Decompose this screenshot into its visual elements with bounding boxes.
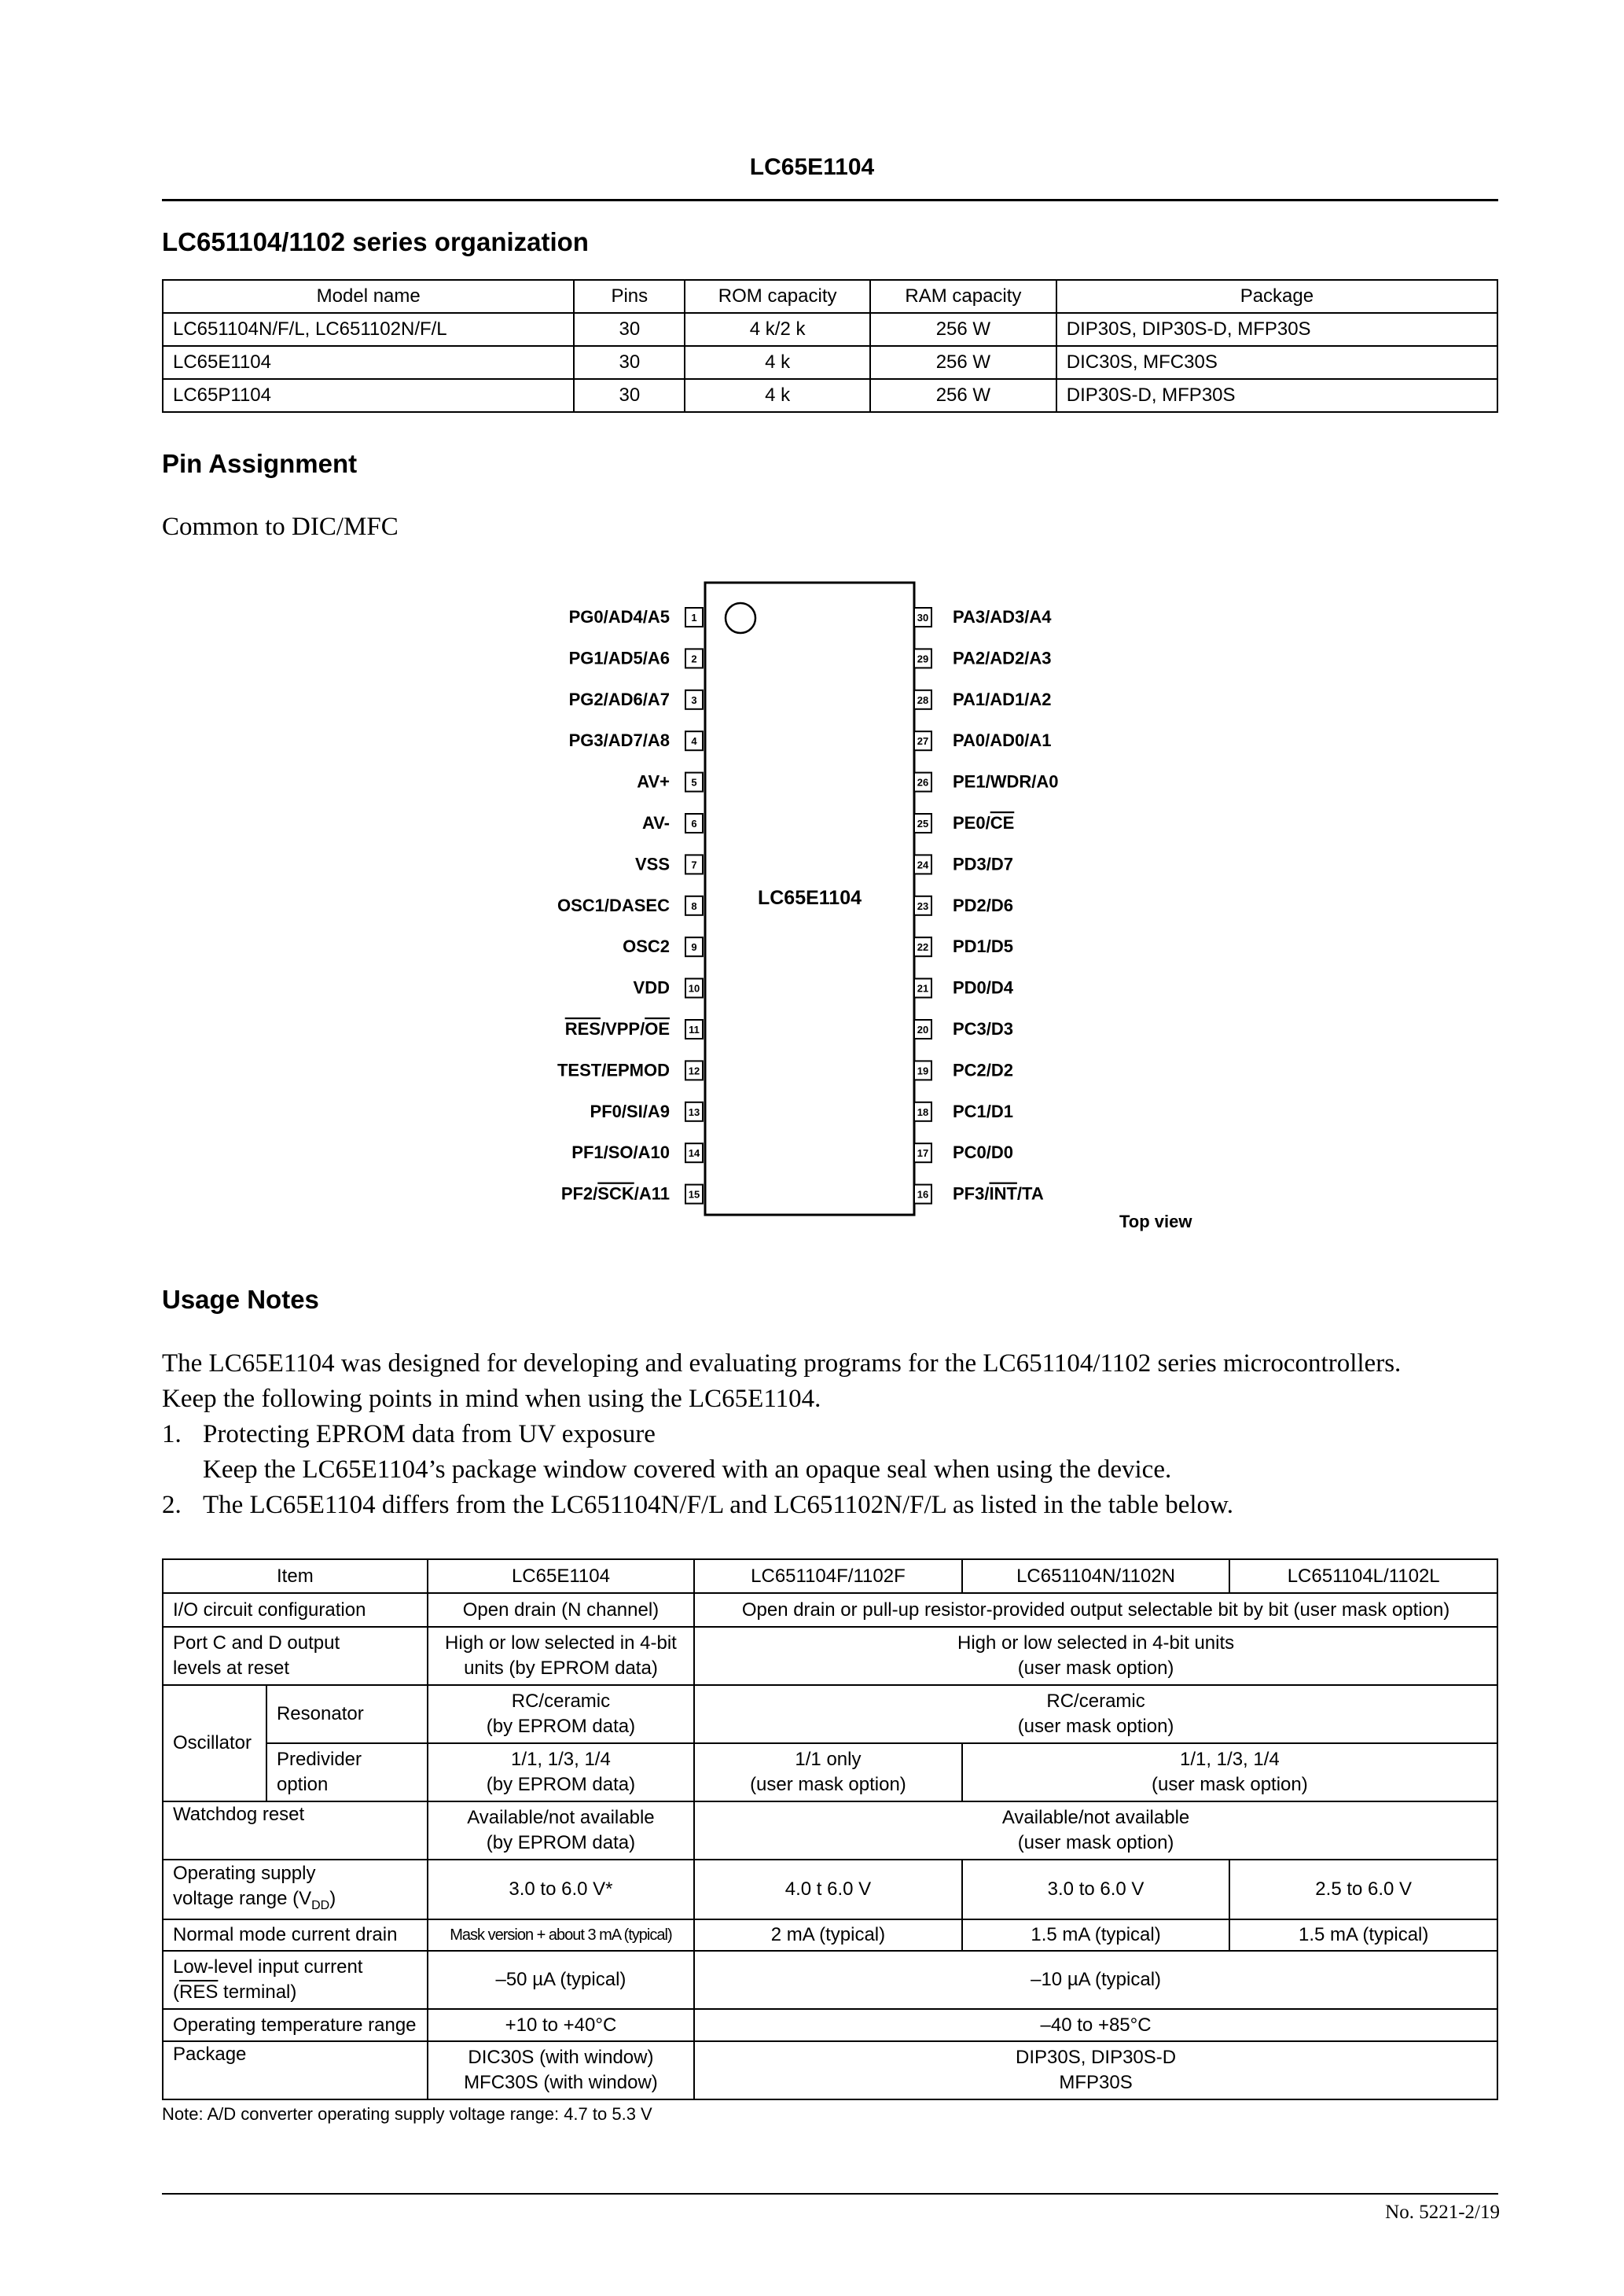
table-row xyxy=(163,1593,1497,1627)
pin-number: 9 xyxy=(691,941,697,954)
table-cell: 4 k xyxy=(685,379,870,412)
item-overline: $\overline{RES}$ xyxy=(179,1981,219,2003)
pin-label: PA2/AD2/A3 xyxy=(953,648,1052,668)
pin-label: PD1/D5 xyxy=(953,936,1014,957)
cell-line: MFP30S xyxy=(1059,2072,1133,2093)
table-cell: 30 xyxy=(574,379,685,412)
pin-number: 13 xyxy=(688,1106,700,1118)
item-line: Port C and D output xyxy=(173,1632,340,1654)
cell-line: DIP30S, DIP30S-D xyxy=(1016,2047,1177,2068)
pin-number: 24 xyxy=(917,859,929,871)
table-cell xyxy=(694,1801,1497,1860)
col-header: ROM capacity xyxy=(685,280,870,313)
col-header: Pins xyxy=(574,280,685,313)
table-cell: Mask version + about 3 mA (typical) xyxy=(428,1919,694,1951)
pin-label: PG0/AD4/A5 xyxy=(568,607,670,627)
cell-line: 1/1, 1/3, 1/4 xyxy=(511,1749,611,1770)
cell-line: 1/1, 1/3, 1/4 xyxy=(1179,1749,1280,1770)
table-cell: 256 W xyxy=(870,379,1056,412)
pin-label: PA0/AD0/A1 xyxy=(953,730,1052,751)
pin-number: 29 xyxy=(917,653,929,665)
pin-number: 21 xyxy=(917,982,929,995)
table-cell: +10 to +40°C xyxy=(428,2009,694,2041)
cell-line: units (by EPROM data) xyxy=(464,1658,658,1679)
cell-line: High or low selected in 4-bit units xyxy=(957,1632,1235,1654)
table-cell: DIP30S-D, MFP30S xyxy=(1056,379,1497,412)
item-cell xyxy=(163,1860,428,1919)
pin-label: PC0/D0 xyxy=(953,1142,1014,1163)
pin-label: RES/VPP/OE xyxy=(564,1019,670,1039)
table-cell: Open drain or pull-up resistor-provided output selectable bit by bit (user mask option) xyxy=(694,1593,1497,1627)
col-header: LC651104N/1102N xyxy=(962,1559,1230,1593)
table-header-row xyxy=(163,1559,1497,1593)
pin-number: 20 xyxy=(917,1024,929,1036)
cell-line: (by EPROM data) xyxy=(486,1832,636,1853)
pin-label: AV+ xyxy=(637,771,670,792)
table-cell: 3.0 to 6.0 V* xyxy=(428,1860,694,1919)
table-cell: –50 µA (typical) xyxy=(428,1951,694,2009)
pin-number: 4 xyxy=(691,735,697,748)
pin-number: 23 xyxy=(917,900,929,912)
table-cell: 30 xyxy=(574,346,685,379)
col-header: RAM capacity xyxy=(870,280,1056,313)
item-cell: Resonator xyxy=(266,1685,428,1743)
pin-number: 17 xyxy=(917,1147,929,1160)
table-cell xyxy=(428,1685,694,1743)
table-cell: 1.5 mA (typical) xyxy=(962,1919,1230,1951)
pin-number: 5 xyxy=(691,776,697,789)
table-row xyxy=(163,1919,1497,1951)
pin-number: 28 xyxy=(917,694,929,706)
pin-label: PF0/SI/A9 xyxy=(590,1101,670,1121)
cell-line: (user mask option) xyxy=(1017,1716,1174,1737)
table-row xyxy=(163,2009,1497,2041)
cell-line: RC/ceramic xyxy=(1046,1691,1145,1712)
table-row xyxy=(163,1685,1497,1743)
pin-label: OSC2 xyxy=(623,936,670,957)
pin-label: PG1/AD5/A6 xyxy=(568,648,670,668)
item-line: Operating supply xyxy=(173,1862,316,1884)
right-pin-group xyxy=(914,607,1058,1204)
table-cell: 4 k/2 k xyxy=(685,313,870,346)
table-cell: DIC30S, MFC30S xyxy=(1056,346,1497,379)
pin-label: PG3/AD7/A8 xyxy=(568,730,670,751)
top-view-label: Top view xyxy=(1119,1212,1192,1231)
pin-number: 19 xyxy=(917,1065,929,1077)
usage-item-1-num: 1. xyxy=(162,1420,182,1448)
cell-line: Available/not available xyxy=(467,1807,655,1828)
pin-number: 25 xyxy=(917,818,929,830)
item-subscript: DD xyxy=(311,1898,330,1912)
pin-label: TEST/EPMOD xyxy=(557,1060,670,1080)
table-cell: 4.0 t 6.0 V xyxy=(694,1860,962,1919)
table-row xyxy=(163,1860,1497,1919)
item-cell: Oscillator xyxy=(163,1685,266,1801)
pin-label: PC1/D1 xyxy=(953,1101,1014,1121)
pin-number: 12 xyxy=(688,1065,700,1077)
item-line: Low-level input current xyxy=(173,1956,363,1978)
usage-item-1: Protecting EPROM data from UV exposure xyxy=(203,1420,656,1448)
pin-number: 11 xyxy=(689,1024,700,1036)
table-cell: 30 xyxy=(574,313,685,346)
pin-number: 15 xyxy=(688,1188,700,1201)
pin-number: 27 xyxy=(917,735,929,748)
table-cell: –10 µA (typical) xyxy=(694,1951,1497,2009)
pin1-marker-icon xyxy=(726,603,755,633)
table-cell: –40 to +85°C xyxy=(694,2009,1497,2041)
table-cell: DIP30S, DIP30S-D, MFP30S xyxy=(1056,313,1497,346)
table-cell: 2.5 to 6.0 V xyxy=(1229,1860,1497,1919)
pin-label: PF3/INT/TA xyxy=(953,1183,1044,1204)
pin-number: 7 xyxy=(691,859,697,871)
table-row xyxy=(163,2041,1497,2099)
pin-label: VDD xyxy=(633,977,670,998)
table-cell: LC65P1104 xyxy=(163,379,574,412)
col-header: Model name xyxy=(163,280,574,313)
pin-number: 2 xyxy=(691,653,697,665)
pin-label: VSS xyxy=(634,854,670,874)
pin-number: 1 xyxy=(691,612,697,624)
usage-section-title: Usage Notes xyxy=(162,1285,319,1314)
chip-label: LC65E1104 xyxy=(757,887,862,909)
pin-label: OSC1/DASEC xyxy=(557,895,670,915)
usage-paragraph-1: The LC65E1104 was designed for developing and evaluating programs for the LC651104/1102 series microcontrollers. xyxy=(162,1349,1402,1378)
difference-table xyxy=(162,1558,1498,2100)
pin-number: 14 xyxy=(688,1147,700,1160)
pin-label: PC2/D2 xyxy=(953,1060,1014,1080)
item-line: ) xyxy=(329,1887,336,1909)
cell-line: DIC30S (with window) xyxy=(468,2047,654,2068)
pin-number: 6 xyxy=(691,818,697,830)
pin-label: PC3/D3 xyxy=(953,1019,1014,1039)
table-row xyxy=(163,1801,1497,1860)
item-cell xyxy=(163,1951,428,2009)
cell-line: RC/ceramic xyxy=(511,1691,611,1712)
item-cell: Normal mode current drain xyxy=(163,1919,428,1951)
table-cell xyxy=(428,1743,694,1801)
cell-line: Available/not available xyxy=(1001,1807,1190,1828)
pin-label: PE1/WDR/A0 xyxy=(953,771,1059,792)
pin-number: 8 xyxy=(691,900,697,912)
col-header: Item xyxy=(163,1559,428,1593)
table-cell: 3.0 to 6.0 V xyxy=(962,1860,1230,1919)
pin-label: PF1/SO/A10 xyxy=(571,1142,670,1163)
cell-line: (user mask option) xyxy=(1151,1774,1308,1795)
pin-number: 22 xyxy=(917,941,929,954)
col-header: Package xyxy=(1056,280,1497,313)
table-cell: LC65E1104 xyxy=(163,346,574,379)
usage-item-1-detail: Keep the LC65E1104’s package window covered with an opaque seal when using the device. xyxy=(203,1455,1172,1484)
page-title: LC65E1104 xyxy=(749,154,875,180)
table-cell: 1.5 mA (typical) xyxy=(1229,1919,1497,1951)
table-cell xyxy=(694,1685,1497,1743)
pin-number: 18 xyxy=(917,1106,929,1118)
item-cell: Operating temperature range xyxy=(163,2009,428,2041)
table-cell xyxy=(962,1743,1497,1801)
cell-line: 1/1 only xyxy=(795,1749,862,1770)
table-row xyxy=(163,1627,1497,1685)
cell-line: (user mask option) xyxy=(1017,1832,1174,1853)
cell-line: (by EPROM data) xyxy=(486,1774,636,1795)
pin-number: 3 xyxy=(691,694,697,706)
item-cell: Watchdog reset xyxy=(163,1801,428,1860)
usage-item-2-num: 2. xyxy=(162,1491,182,1519)
col-header: LC651104L/1102L xyxy=(1229,1559,1497,1593)
pin-label: AV- xyxy=(641,813,670,833)
table-cell xyxy=(694,1627,1497,1685)
table-cell xyxy=(694,2041,1497,2099)
item-cell: I/O circuit configuration xyxy=(163,1593,428,1627)
cell-line: High or low selected in 4-bit xyxy=(445,1632,677,1654)
table-note: Note: A/D converter operating supply voltage range: 4.7 to 5.3 V xyxy=(162,2104,652,2124)
pin-label: PD3/D7 xyxy=(953,854,1014,874)
item-line: ( xyxy=(173,1981,179,2003)
col-header: LC65E1104 xyxy=(428,1559,694,1593)
table-cell: 2 mA (typical) xyxy=(694,1919,962,1951)
cell-line: (user mask option) xyxy=(750,1774,906,1795)
cell-line: (by EPROM data) xyxy=(486,1716,636,1737)
item-cell xyxy=(163,1627,428,1685)
table-cell: 256 W xyxy=(870,313,1056,346)
item-line: terminal) xyxy=(218,1981,297,2003)
pin-label: PA1/AD1/A2 xyxy=(953,689,1052,709)
pin-label: PD0/D4 xyxy=(953,977,1014,998)
pin-label: PF2/SCK/A11 xyxy=(560,1183,670,1204)
col-header: LC651104F/1102F xyxy=(694,1559,962,1593)
table-cell xyxy=(428,2041,694,2099)
pin-label: PD2/D6 xyxy=(953,895,1014,915)
usage-paragraph-2: Keep the following points in mind when using the LC65E1104. xyxy=(162,1385,821,1413)
cell-line: MFC30S (with window) xyxy=(464,2072,658,2093)
table-cell: 4 k xyxy=(685,346,870,379)
pin-number: 16 xyxy=(917,1188,929,1201)
pin-label: PA3/AD3/A4 xyxy=(953,607,1052,627)
pin-section-title: Pin Assignment xyxy=(162,449,358,478)
pin-label: PG2/AD6/A7 xyxy=(568,689,670,709)
table-cell: 256 W xyxy=(870,346,1056,379)
item-line: voltage range (V xyxy=(173,1887,312,1909)
pin-number: 10 xyxy=(688,982,700,995)
usage-item-2: The LC65E1104 differs from the LC651104N/F/L and LC651102N/F/L as listed in the table below. xyxy=(203,1491,1233,1519)
table-row xyxy=(163,1951,1497,2009)
table-row xyxy=(163,1743,1497,1801)
pin-number: 26 xyxy=(917,776,929,789)
table-cell: Open drain (N channel) xyxy=(428,1593,694,1627)
pin-label: PE0/CE xyxy=(953,813,1015,833)
page-number: No. 5221-2/19 xyxy=(1385,2202,1500,2223)
org-section-title: LC651104/1102 series organization xyxy=(162,227,589,256)
table-cell xyxy=(428,1627,694,1685)
pin-subtitle: Common to DIC/MFC xyxy=(162,513,399,541)
table-cell xyxy=(694,1743,962,1801)
item-cell: Package xyxy=(163,2041,428,2099)
item-cell: Predivider option xyxy=(266,1743,428,1801)
item-line: levels at reset xyxy=(173,1658,290,1679)
table-cell: LC651104N/F/L, LC651102N/F/L xyxy=(163,313,574,346)
cell-line: (user mask option) xyxy=(1017,1658,1174,1679)
left-pin-group xyxy=(557,607,703,1204)
footer-rule xyxy=(162,2193,1498,2195)
pin-number: 30 xyxy=(917,612,929,624)
table-cell xyxy=(428,1801,694,1860)
